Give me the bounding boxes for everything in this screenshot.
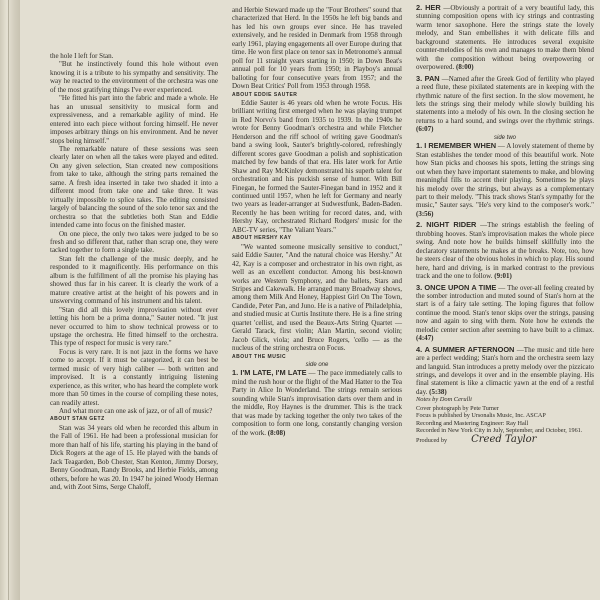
credit-line: Cover photograph by Pete Turner	[416, 404, 499, 412]
track-title: 1. I REMEMBER WHEN	[416, 141, 497, 151]
column-three	[416, 4, 594, 445]
paragraph: And what more can one ask of jazz, or of all of music?	[59, 407, 213, 416]
producer-credit	[416, 436, 594, 444]
track-time: (8:08)	[267, 428, 286, 437]
track-time: (8:00)	[456, 63, 474, 72]
notes-credit: Notes by Dom Cerulli	[416, 396, 472, 404]
paragraph: and Herbie Steward made up the "Four Brothers" sound that characterized that Herd. In the 1950s he left big bands and has led his own groups ever since. He has traveled extensively, and he resided in Denmark from 1958 through early 1961, playing engagements all over Europe during that time. He won first place on tenor sax in Metronome's annual poll for 11 straight years starting in 1950; in Down Beat's annual poll for 10 years from 1950; in Playboy's annual balloting for four consecutive years from 1957; and the Down Beat Critics' Poll from 1953 through 1958.	[232, 6, 402, 91]
track-description	[416, 142, 594, 218]
track-title: 3. ONCE UPON A TIME	[416, 282, 497, 292]
spine-crease	[8, 0, 9, 600]
track-time: (5:38)	[429, 387, 447, 396]
track-title: 4. A SUMMER AFTERNOON	[416, 344, 515, 354]
track-text: — The pace immediately calls to mind the rush hour or the flight of the Mad Hatter to the Tea Party in Alice In Wonderland. The strings remain serious sounding while Stan's improvisation darts over them and in the middle, Roy Haynes is the drummer. This is the track that was made by tacking together the only two takes of the composition to form one long, constantly changing version of the work.	[232, 369, 403, 437]
paragraph: On one piece, the only two takes were judged to be so fresh and so different that, rather than scrap one, they were tacked together to form a single take.	[50, 229, 218, 255]
column-two	[232, 6, 402, 437]
section-heading-hershy-kay: ABOUT HERSHY KAY	[232, 235, 292, 242]
track-text: —Named after the Greek God of fertility who played a reed flute, these pixilated statements are in keeping with the rhythmic nature of the first section. In the slow movement, he lets the strings sing their melody while slowly building his statements into a melody of his own. In the closing section he returns to a hard sound, and swings over the rhythmic strings.	[416, 74, 594, 125]
track-description	[416, 221, 594, 280]
paragraph: "He fitted his part into the fabric and made a whole. He has an unusual sensitivity to musical form and expressiveness, and a remarkable agility of mind. He entered into each piece without forcing himself. He never imposes arbitrary things on his environment. And he never stops being himself."	[50, 94, 218, 145]
producer-label: Produced by	[416, 437, 448, 445]
paragraph: Stan was 34 years old when he recorded this album in the Fall of 1961. He had been a professional musician for more than half of his life, starting his playing in the band of Dick Rogers at the age of 15. He played with the bands of Jack Teagarden, Bob Chester, Stan Kenton, Jimmy Dorsey, Benny Goodman, Randy Brooks, and Herbie Fields, among others, before he was 20. In 1947 he joined Woody Herman and, with Zoot Sims, Serge Chaloff,	[50, 423, 218, 492]
producer-signature: Creed Taylor	[471, 434, 537, 446]
paragraph: "Stan did all this lovely improvisation without ever letting his horn be a prima donna," Sauter noted. "It just never occurred to him to show technical prowess or to upstage the orchestra. He fitted himself to the orchestra. This type of respect for music is very rare."	[50, 305, 218, 348]
track-text: —The music and title here are a perfect wedding; Stan's horn and the orchestra seem lazy and languid. Stan introduces a pretty melody over the pizzicato strings, and develops it over and in the ensemble playing. His final statement is like a climactic yawn at the end of a restful day.	[416, 345, 594, 396]
side-one-label: side one	[305, 362, 329, 369]
paragraph: "But he instinctively found this hole without even knowing it is a tribute to his sympathy and sensitivity. The way he reacted to the environment of the orchestra was one of the most gratifying things I've ever experienced.	[50, 60, 218, 94]
track-time: (4:47)	[416, 334, 434, 343]
liner-notes-page	[20, 0, 600, 600]
track-time: (9:01)	[494, 272, 512, 281]
track-description	[416, 284, 594, 343]
credit-line: Recorded in New York City in July, September, and October, 1961.	[416, 427, 583, 435]
track-time: (6:07)	[416, 125, 434, 134]
track-text: —Obviously a portrait of a very beautiful lady, this stunning composition opens with icy strings and contrasting warm tenor saxophone. Here the strings state the lovely melody, and Stan embellishes it with delicate fills and background statements. He introduces several exquisite counter-melodies of his own and manages to make them blend with the composition without being overpowering or overpowered.	[416, 4, 594, 72]
track-text: — The over-all feeling created by the somber introduction and muted sound of Stan's horn at the start is of a fairy tale setting. The loping figures that follow continue the mood. Stan's tenor skips over the strings, pausing now and again to sing with them. Note how he extends the melodic center section after seeming to have built to a climax.	[416, 283, 595, 334]
track-description	[416, 75, 594, 134]
track-title: 2. HER	[416, 3, 441, 12]
column-one	[50, 52, 218, 492]
side-two-label: side two	[493, 134, 516, 141]
paragraph: Eddie Sauter is 46 years old when he wrote Focus. His brilliant writing first emerged when he was playing trumpet in Red Norvo's band from 1935 to 1939. In the 1940s he wrote for Benny Goodman's orchestra and while Fletcher Henderson and the riff school of writing gave Goodman's band a swing look, Sauter's brightly-colored, refreshingly different scores gave Goodman a polish and sophistication matched by few bands of that era. His later work for Artie Shaw and Ray McKinley demonstrated his superb talent for orchestration and his puckish sense of humor. With Bill Finegan, he formed the Sauter-Finegan band in 1952 and it continued until 1957, when he left for Germany and nearly two years as leader-arranger at Sudwestfunk, Baden-Baden. Recently he has been writing for record dates, and, with Hershy Kay, orchestrated Richard Rodgers' music for the ABC-TV series, "The Valiant Years."	[232, 98, 402, 234]
track-time: (3:56)	[416, 209, 434, 218]
track-description	[416, 4, 594, 72]
section-heading-stan-getz: ABOUT STAN GETZ	[50, 416, 105, 423]
credit-line: Recording and Mastering Engineer: Ray Hall	[416, 419, 529, 427]
paragraph: The remarkable nature of these sessions was seen clearly later on when all the takes were played and edited. On any given selection, Stan created new compositions from take to take, although the string parts remained the same. A fresh idea inserted in take two shaded it into a different mood from take one and take three. It was virtually impossible to splice takes. The editing consisted largely of balancing the sound of the solo tenor sax and the orchestra so that the subtleties both Stan and Eddie intended came into focus on the finished master.	[50, 144, 218, 230]
track-text: — A lovely statement of theme by Stan establishes the tender mood of this beautiful work. Note how Stan picks and chooses his spots, letting the strings sing out when they have important statements to make, and blowing meaningful fills to accent their playing. Sometimes he plays his melody over the strings, but always as a complementary part to their melody. "This track shows Stan's sympathy for the music," Sauter says. "He's very kind to the composer's work."	[416, 142, 594, 210]
paragraph: "We wanted someone musically sensitive to conduct," said Eddie Sauter, "And the natural choice was Hershy." At 42, Kay is a composer and orchestrator in his own right, as well as an excellent conductor. Among his best-known works are Western Symphony, and the ballets, Stars and Stripes and Cakewalk. He arranged many Broadway shows, among them Milk And Honey, Happiest Girl On The Town, Candide, Peter Pan, and Juno. He is a native of Philadelphia, and studied music at Curtis Institute there. He is a fine string quartet 'cellist, and used the Beaux-Arts String Quartet — Gerald Tarack, first violin; Alan Martin, second violin; Jacob Glick, viola; and Bruce Rogers, 'cello — as the nucleus of the string orchestra on Focus.	[232, 242, 402, 353]
track-title: 3. PAN	[416, 73, 440, 83]
paragraph: Focus is very rare. It is not jazz in the forms we have come to accept. If it must be categorized, it can best be termed music of very high caliber — both written and improvised. It is a constantly intriguing listening experience, as this writer, who has heard the complete work more than 50 times in the course of compiling these notes, can readily attest.	[50, 347, 218, 407]
track-description	[416, 346, 594, 397]
track-title: 2. NIGHT RIDER	[416, 220, 477, 230]
track-text: —The strings establish the feeling of throbbing hooves. Stan's improvisation makes the whole piece swing. And note how he builds himself skillfully into the declaratory statements he makes at the breaks. Note, too, how he steers clear of the obvious holes in which to play. His sound here, hard and driving, is in marked contrast to the previous track and the one to follow.	[416, 221, 594, 281]
track-title: 1. I'M LATE, I'M LATE	[232, 368, 307, 378]
section-heading-eddie-sauter: ABOUT EDDIE SAUTER	[232, 91, 298, 98]
track-description	[232, 369, 402, 437]
gatefold-spine	[0, 0, 21, 600]
credit-line: Focus is published by Ursonalis Music, Inc. ASCAP	[416, 412, 546, 420]
paragraph: Stan felt the challenge of the music deeply, and he responded to it magnificently. His performance on this album is the fulfillment of all the promise his playing has showed thus far in his career. It is clearly the work of a mature creative artist at the height of his powers and in unswerving command of his instrument and his talent.	[50, 254, 218, 306]
section-heading-music: ABOUT THE MUSIC	[232, 353, 287, 360]
paragraph: the hole I left for Stan.	[50, 52, 114, 60]
